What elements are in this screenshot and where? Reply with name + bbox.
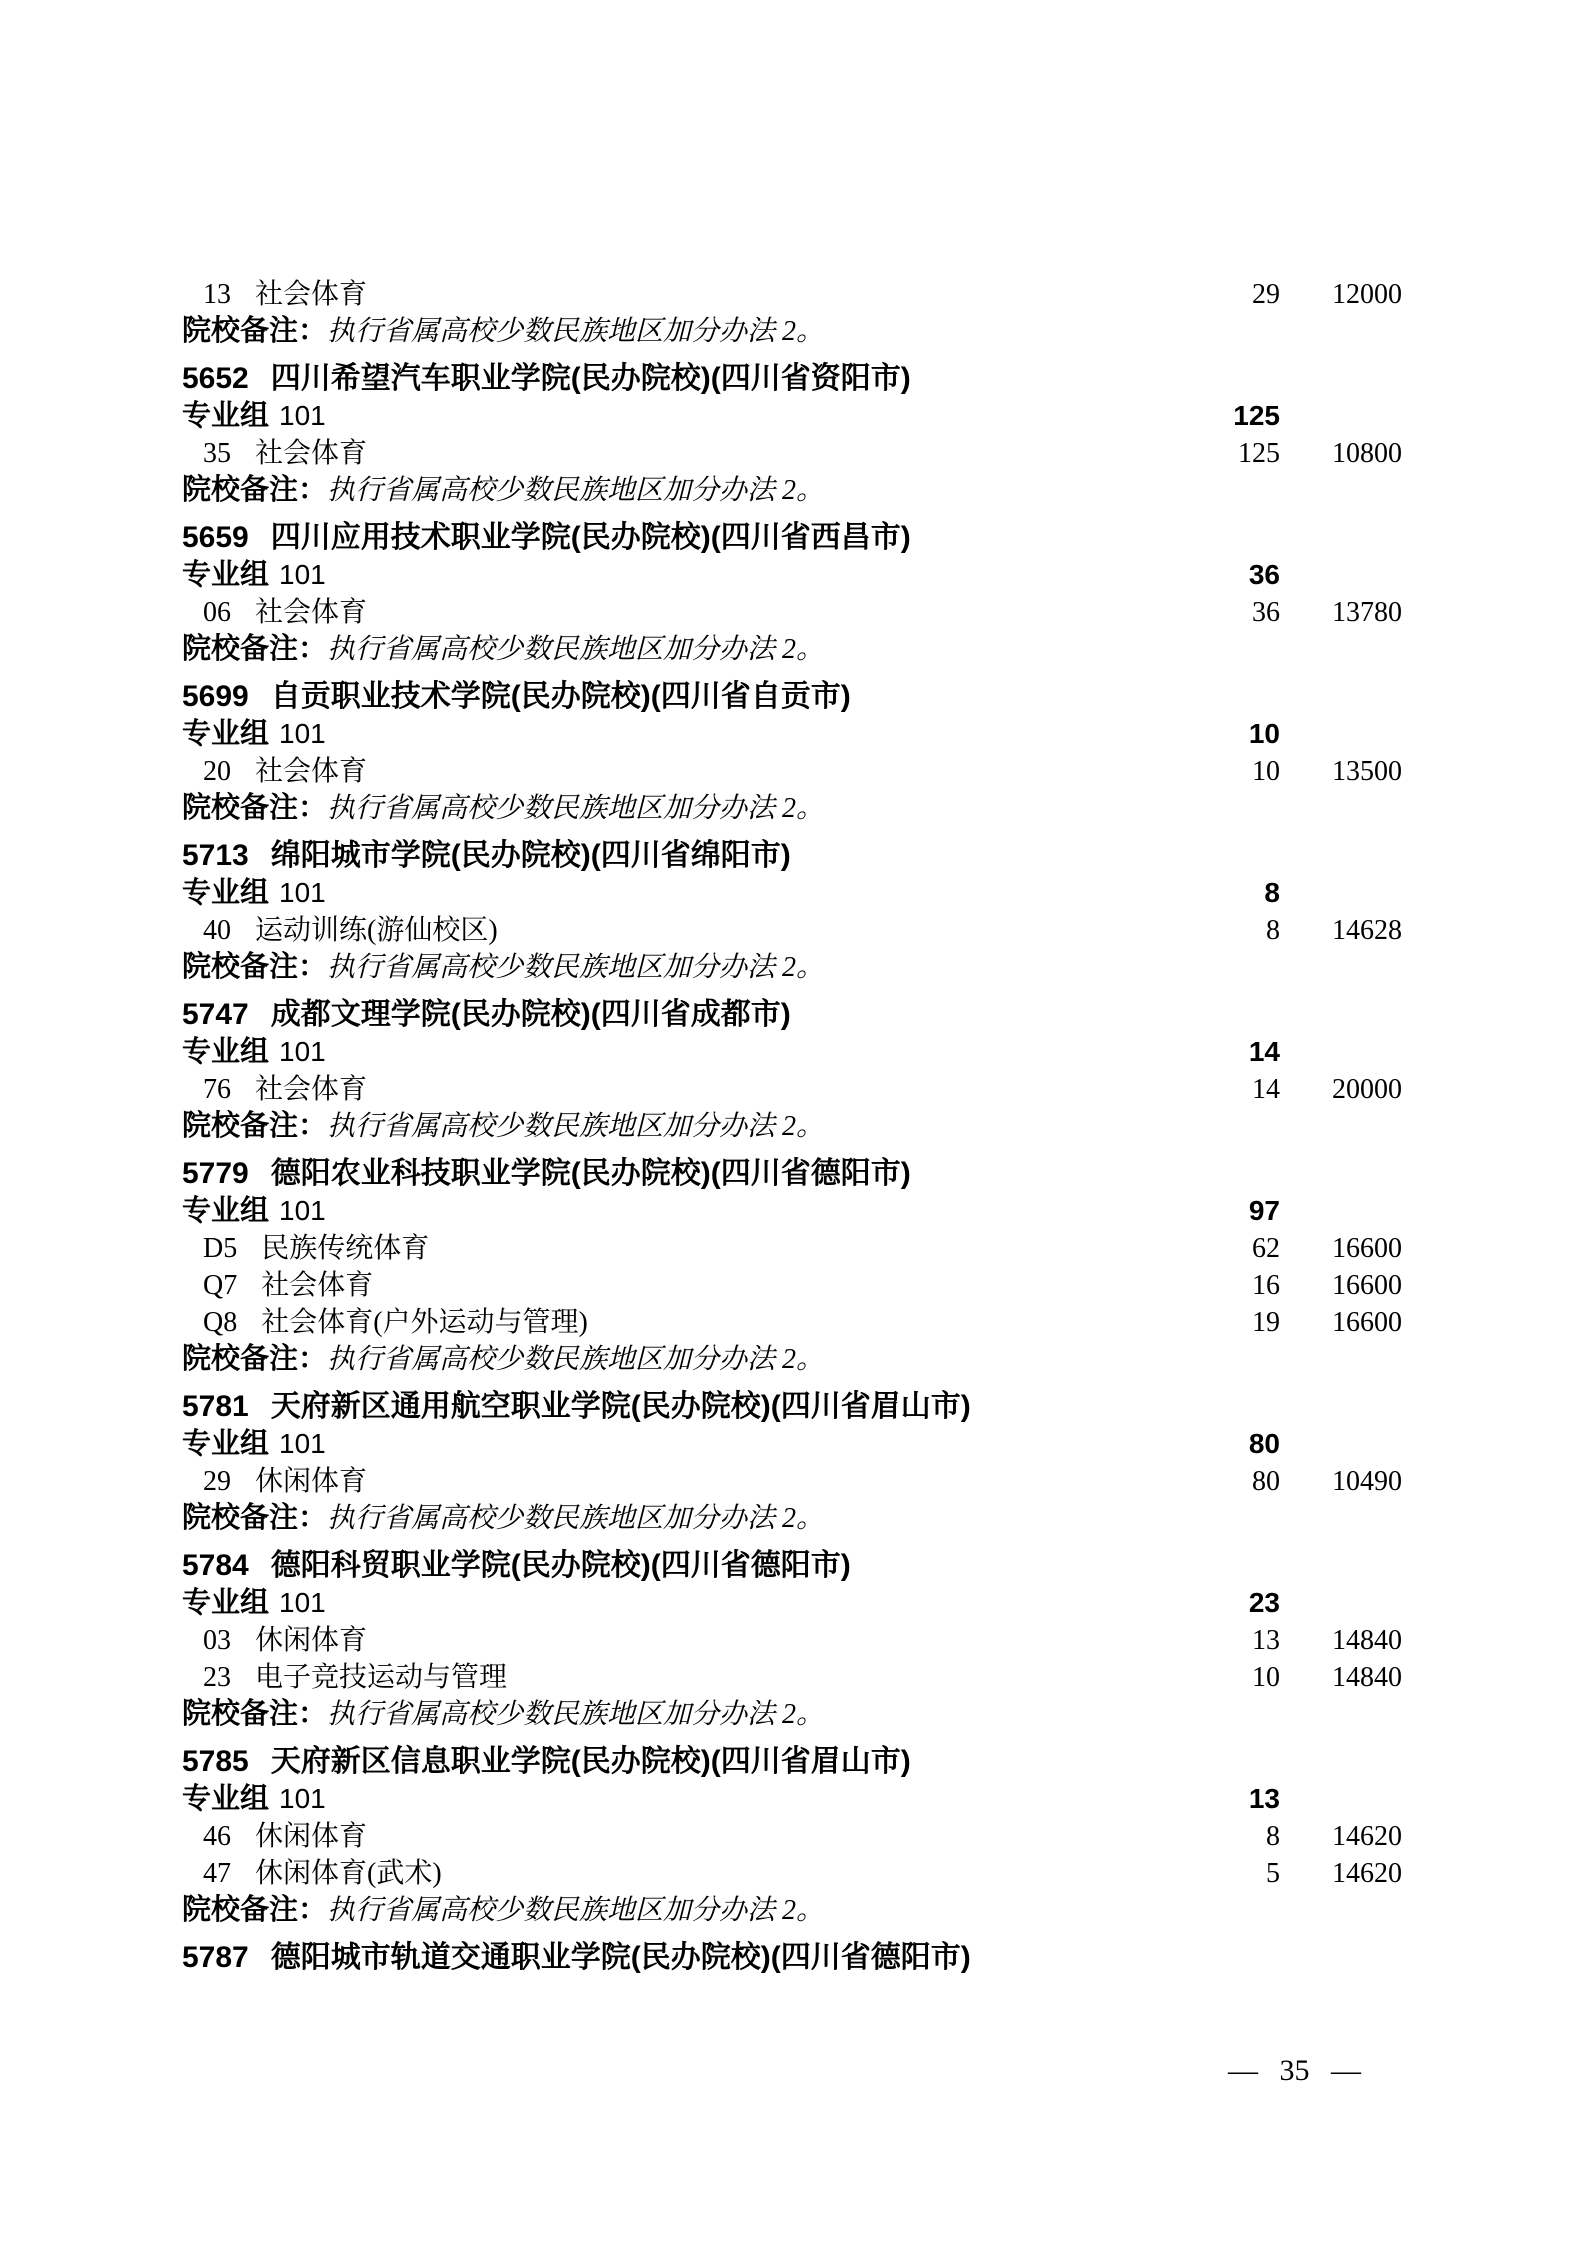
group-plan-count: 14 — [1248, 1036, 1280, 1067]
group-label: 专业组 — [182, 1195, 270, 1227]
major-name: 社会体育 — [255, 279, 368, 310]
school-section — [182, 1743, 1402, 1929]
school-code: 5781 — [182, 1390, 249, 1423]
major-plan-count: 10 — [1252, 1662, 1280, 1693]
group-row — [182, 397, 1402, 435]
note-row — [182, 1108, 1402, 1145]
group-plan-count: 13 — [1248, 1783, 1280, 1814]
note-label: 院校备注： — [182, 633, 328, 665]
major-plan-count: 16 — [1252, 1270, 1280, 1301]
major-row — [182, 1855, 1402, 1892]
group-number: 101 — [279, 400, 326, 431]
school-name: 四川希望汽车职业学院(民办院校)(四川省资阳市) — [270, 362, 911, 395]
school-section — [182, 678, 1402, 827]
major-name: 社会体育 — [255, 597, 368, 628]
group-number: 101 — [279, 1428, 326, 1459]
major-row — [182, 1230, 1402, 1267]
school-name: 德阳科贸职业学院(民办院校)(四川省德阳市) — [270, 1549, 851, 1582]
major-cell — [182, 1818, 1190, 1855]
major-fee: 13780 — [1332, 597, 1402, 628]
note-label: 院校备注： — [182, 1894, 328, 1926]
major-cell — [182, 1855, 1190, 1892]
group-number: 101 — [279, 1587, 326, 1618]
group-row — [182, 1425, 1402, 1463]
note-label: 院校备注： — [182, 1110, 328, 1142]
note-label: 院校备注： — [182, 1343, 328, 1375]
school-code: 5659 — [182, 521, 249, 554]
document-content — [182, 276, 1402, 1976]
note-label: 院校备注： — [182, 474, 328, 506]
major-fee: 20000 — [1332, 1074, 1402, 1105]
major-cell — [182, 435, 1190, 472]
note-text: 执行省属高校少数民族地区加分办法 2。 — [327, 1111, 825, 1142]
group-label: 专业组 — [182, 1587, 270, 1619]
major-row — [182, 1071, 1402, 1108]
school-code: 5785 — [182, 1745, 249, 1778]
school-header — [182, 996, 1402, 1033]
major-code: 47 — [203, 1858, 231, 1889]
major-plan-count: 8 — [1266, 1821, 1280, 1852]
major-fee: 12000 — [1332, 279, 1402, 310]
group-label: 专业组 — [182, 1783, 270, 1815]
major-cell — [182, 1230, 1190, 1267]
major-row — [182, 1463, 1402, 1500]
major-code: 29 — [203, 1466, 231, 1497]
group-row — [182, 715, 1402, 753]
major-cell — [182, 1659, 1190, 1696]
major-row — [182, 1818, 1402, 1855]
note-text: 执行省属高校少数民族地区加分办法 2。 — [327, 793, 825, 824]
group-plan-count: 97 — [1248, 1195, 1280, 1226]
major-plan-count: 8 — [1266, 915, 1280, 946]
major-code: 40 — [203, 915, 231, 946]
major-cell — [182, 1304, 1190, 1341]
major-row — [182, 1267, 1402, 1304]
note-label: 院校备注： — [182, 792, 328, 824]
major-fee: 14620 — [1332, 1858, 1402, 1889]
major-code: Q8 — [203, 1307, 238, 1338]
major-cell — [182, 912, 1190, 949]
group-plan-count: 10 — [1248, 718, 1280, 749]
major-plan-count: 125 — [1238, 438, 1280, 469]
note-text: 执行省属高校少数民族地区加分办法 2。 — [327, 475, 825, 506]
group-row — [182, 1584, 1402, 1622]
note-row — [182, 1892, 1402, 1929]
school-code: 5652 — [182, 362, 249, 395]
group-number: 101 — [279, 1036, 326, 1067]
continued-block — [182, 276, 1402, 350]
group-number: 101 — [279, 1195, 326, 1226]
school-name: 绵阳城市学院(民办院校)(四川省绵阳市) — [270, 839, 791, 872]
group-number: 101 — [279, 1783, 326, 1814]
major-fee: 10800 — [1332, 438, 1402, 469]
major-name: 社会体育(户外运动与管理) — [261, 1307, 588, 1338]
major-name: 休闲体育 — [255, 1625, 368, 1656]
major-row — [182, 435, 1402, 472]
major-row — [182, 1659, 1402, 1696]
major-fee: 16600 — [1332, 1270, 1402, 1301]
school-header — [182, 1547, 1402, 1584]
major-name: 休闲体育 — [255, 1821, 368, 1852]
group-plan-count: 23 — [1248, 1587, 1280, 1618]
note-text: 执行省属高校少数民族地区加分办法 2。 — [327, 1699, 825, 1730]
major-fee: 14840 — [1332, 1625, 1402, 1656]
major-name: 社会体育 — [255, 756, 368, 787]
major-plan-count: 29 — [1252, 279, 1280, 310]
major-cell — [182, 1622, 1190, 1659]
school-header — [182, 1155, 1402, 1192]
group-plan-count: 8 — [1264, 877, 1280, 908]
group-label: 专业组 — [182, 1428, 270, 1460]
school-section — [182, 1547, 1402, 1733]
group-plan-count: 125 — [1233, 400, 1280, 431]
school-section — [182, 519, 1402, 668]
school-section — [182, 360, 1402, 509]
group-plan-count: 80 — [1248, 1428, 1280, 1459]
major-cell — [182, 1071, 1190, 1108]
school-header — [182, 519, 1402, 556]
school-header — [182, 837, 1402, 874]
major-cell — [182, 276, 1190, 313]
major-plan-count: 14 — [1252, 1074, 1280, 1105]
major-cell — [182, 1267, 1190, 1304]
next-school-block — [182, 1939, 1402, 1976]
school-section — [182, 996, 1402, 1145]
major-fee: 16600 — [1332, 1307, 1402, 1338]
major-name: 社会体育 — [255, 438, 368, 469]
note-text: 执行省属高校少数民族地区加分办法 2。 — [327, 952, 825, 983]
school-code: 5747 — [182, 998, 249, 1031]
note-label: 院校备注： — [182, 315, 328, 347]
major-row — [182, 912, 1402, 949]
school-section — [182, 837, 1402, 986]
school-section — [182, 1388, 1402, 1537]
note-row — [182, 1500, 1402, 1537]
major-fee: 14620 — [1332, 1821, 1402, 1852]
note-row — [182, 472, 1402, 509]
school-name: 天府新区信息职业学院(民办院校)(四川省眉山市) — [270, 1745, 911, 1778]
major-plan-count: 13 — [1252, 1625, 1280, 1656]
note-row — [182, 949, 1402, 986]
note-text: 执行省属高校少数民族地区加分办法 2。 — [327, 316, 825, 347]
note-row — [182, 1341, 1402, 1378]
major-cell — [182, 753, 1190, 790]
school-code: 5787 — [182, 1941, 249, 1974]
major-plan-count: 10 — [1252, 756, 1280, 787]
major-name: 休闲体育 — [255, 1466, 368, 1497]
note-text: 执行省属高校少数民族地区加分办法 2。 — [327, 1895, 825, 1926]
major-plan-count: 36 — [1252, 597, 1280, 628]
major-code: 23 — [203, 1662, 231, 1693]
school-code: 5713 — [182, 839, 249, 872]
group-number: 101 — [279, 718, 326, 749]
school-header — [182, 1743, 1402, 1780]
major-code: D5 — [203, 1233, 238, 1264]
school-header — [182, 360, 1402, 397]
group-plan-count: 36 — [1248, 559, 1280, 590]
major-code: 03 — [203, 1625, 231, 1656]
major-name: 电子竞技运动与管理 — [255, 1662, 508, 1693]
note-label: 院校备注： — [182, 951, 328, 983]
note-label: 院校备注： — [182, 1698, 328, 1730]
major-code: 35 — [203, 438, 231, 469]
major-fee: 16600 — [1332, 1233, 1402, 1264]
group-row — [182, 1033, 1402, 1071]
school-name: 天府新区通用航空职业学院(民办院校)(四川省眉山市) — [270, 1390, 971, 1423]
major-plan-count: 80 — [1252, 1466, 1280, 1497]
note-text: 执行省属高校少数民族地区加分办法 2。 — [327, 634, 825, 665]
school-code: 5784 — [182, 1549, 249, 1582]
major-code: Q7 — [203, 1270, 238, 1301]
major-plan-count: 19 — [1252, 1307, 1280, 1338]
major-cell — [182, 594, 1190, 631]
major-fee: 14840 — [1332, 1662, 1402, 1693]
school-header — [182, 1388, 1402, 1425]
major-code: 46 — [203, 1821, 231, 1852]
note-row — [182, 790, 1402, 827]
major-code: 76 — [203, 1074, 231, 1105]
group-row — [182, 1780, 1402, 1818]
group-label: 专业组 — [182, 559, 270, 591]
note-row — [182, 631, 1402, 668]
major-code: 06 — [203, 597, 231, 628]
school-name: 德阳城市轨道交通职业学院(民办院校)(四川省德阳市) — [270, 1941, 971, 1974]
school-code: 5779 — [182, 1157, 249, 1190]
major-name: 社会体育 — [261, 1270, 374, 1301]
major-row — [182, 594, 1402, 631]
group-row — [182, 1192, 1402, 1230]
major-row — [182, 1304, 1402, 1341]
major-code: 13 — [203, 279, 231, 310]
school-name: 四川应用技术职业学院(民办院校)(四川省西昌市) — [270, 521, 911, 554]
major-row — [182, 276, 1402, 313]
school-section — [182, 1155, 1402, 1378]
school-name: 成都文理学院(民办院校)(四川省成都市) — [270, 998, 791, 1031]
group-label: 专业组 — [182, 1036, 270, 1068]
note-row — [182, 1696, 1402, 1733]
group-row — [182, 874, 1402, 912]
major-name: 民族传统体育 — [261, 1233, 430, 1264]
major-name: 社会体育 — [255, 1074, 368, 1105]
note-text: 执行省属高校少数民族地区加分办法 2。 — [327, 1503, 825, 1534]
school-code: 5699 — [182, 680, 249, 713]
major-row — [182, 753, 1402, 790]
major-cell — [182, 1463, 1190, 1500]
group-number: 101 — [279, 559, 326, 590]
major-name: 休闲体育(武术) — [255, 1858, 442, 1889]
group-label: 专业组 — [182, 400, 270, 432]
school-name: 德阳农业科技职业学院(民办院校)(四川省德阳市) — [270, 1157, 911, 1190]
note-text: 执行省属高校少数民族地区加分办法 2。 — [327, 1344, 825, 1375]
note-row — [182, 313, 1402, 350]
major-fee: 14628 — [1332, 915, 1402, 946]
group-label: 专业组 — [182, 718, 270, 750]
school-header — [182, 1939, 1402, 1976]
page-number: — 35 — — [1228, 2054, 1361, 2087]
note-label: 院校备注： — [182, 1502, 328, 1534]
group-number: 101 — [279, 877, 326, 908]
major-plan-count: 5 — [1266, 1858, 1280, 1889]
major-code: 20 — [203, 756, 231, 787]
major-fee: 13500 — [1332, 756, 1402, 787]
group-label: 专业组 — [182, 877, 270, 909]
group-row — [182, 556, 1402, 594]
major-fee: 10490 — [1332, 1466, 1402, 1497]
school-name: 自贡职业技术学院(民办院校)(四川省自贡市) — [270, 680, 851, 713]
major-name: 运动训练(游仙校区) — [255, 915, 498, 946]
school-header — [182, 678, 1402, 715]
major-row — [182, 1622, 1402, 1659]
major-plan-count: 62 — [1252, 1233, 1280, 1264]
